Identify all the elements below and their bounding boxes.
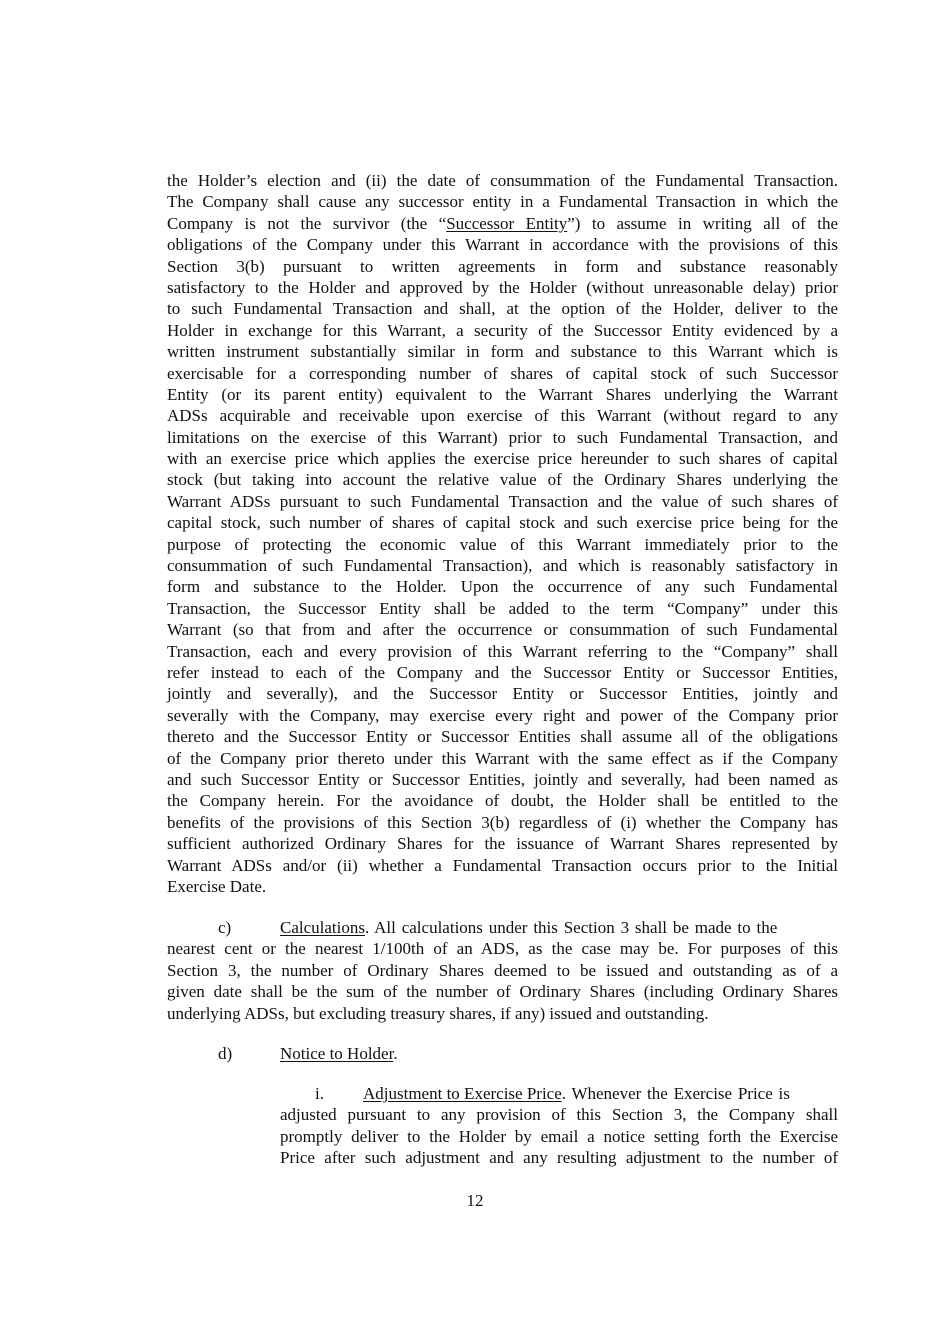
text-line: The Company shall cause any successor entity in a Fundamental Transaction in which the [167, 192, 838, 212]
text-segment: . All calculations under this Section 3 shall be made to the [364, 918, 778, 937]
text-segment: . Whenever the Exercise Price is [561, 1084, 790, 1103]
text-line: adjusted pursuant to any provision of this Section 3, the Company shall [280, 1105, 838, 1125]
text-line: Transaction, the Successor Entity shall be added to the term “Company” under this [167, 598, 838, 618]
text-line [167, 917, 838, 938]
text-line [280, 1083, 838, 1104]
text-line: and such Successor Entity or Successor Entities, jointly and severally, had been named as [167, 769, 838, 789]
text-line [167, 1043, 838, 1064]
text-line: underlying ADSs, but excluding treasury shares, if any) issued and outstanding. [167, 1003, 709, 1023]
paragraph-section-3d-notice [167, 1043, 838, 1064]
text-line: consummation of such Fundamental Transaction), and which is reasonably satisfactory in [167, 556, 838, 576]
paragraph-section-3c-calculations [167, 917, 838, 1024]
section-heading: Adjustment to Exercise Price [363, 1084, 562, 1103]
text-line: Entity (or its parent entity) equivalent to the Warrant Shares underlying the Warrant [167, 384, 838, 404]
text-line: promptly deliver to the Holder by email a notice setting forth the Exercise [280, 1126, 838, 1146]
text-line: form and substance to the Holder. Upon the occurrence of any such Fundamental [167, 577, 838, 597]
text-line: Holder in exchange for this Warrant, a security of the Successor Entity evidenced by a [167, 320, 838, 340]
page-number: 12 [466, 1191, 484, 1210]
text-line: with an exercise price which applies the exercise price hereunder to such shares of capital [167, 449, 838, 469]
text-line: ADSs acquirable and receivable upon exercise of this Warrant (without regard to any [167, 406, 838, 426]
text-line: thereto and the Successor Entity or Successor Entities shall assume all of the obligations [167, 727, 838, 747]
text-line: satisfactory to the Holder and approved by the Holder (without unreasonable delay) prior [167, 277, 838, 297]
text-line: obligations of the Company under this Warrant in accordance with the provisions of this [167, 235, 838, 255]
section-label: i. [315, 1084, 324, 1103]
text-line: purpose of protecting the economic value of this Warrant immediately prior to the [167, 534, 838, 554]
text-segment: . [393, 1044, 398, 1063]
text-segment: Company is not the survivor (the “ [167, 213, 447, 233]
paragraph-section-3d-i-adjustment [280, 1083, 838, 1169]
text-line: refer instead to each of the Company and the Successor Entity or Successor Entities, [167, 662, 838, 682]
text-line: of the Company prior thereto under this Warrant with the same effect as if the Company [167, 748, 838, 768]
section-label: d) [218, 1044, 233, 1063]
section-label: c) [218, 918, 232, 937]
text-line: the Holder’s election and (ii) the date of consummation of the Fundamental Transaction. [167, 171, 838, 190]
text-line: sufficient authorized Ordinary Shares for the issuance of Warrant Shares represented by [167, 834, 838, 854]
text-line: Transaction, each and every provision of this Warrant referring to the “Company” shall [167, 641, 838, 661]
text-line: Warrant ADSs pursuant to such Fundamental Transaction and the value of such shares of [167, 491, 838, 511]
section-heading: Calculations [280, 918, 365, 937]
text-line: Section 3, the number of Ordinary Shares deemed to be issued and outstanding as of a [167, 960, 838, 980]
text-line: exercisable for a corresponding number of shares of capital stock of such Successor [167, 363, 838, 383]
text-line: written instrument substantially similar in form and substance to this Warrant which is [167, 342, 838, 362]
text-line [167, 213, 838, 234]
text-line: Warrant ADSs and/or (ii) whether a Fundamental Transaction occurs prior to the Initial [167, 855, 838, 875]
text-line: given date shall be the sum of the number of Ordinary Shares (including Ordinary Shares [167, 982, 838, 1002]
text-line: stock (but taking into account the relative value of the Ordinary Shares underlying the [167, 470, 838, 490]
text-line: capital stock, such number of shares of capital stock and such exercise price being for the [167, 513, 838, 533]
paragraph-section-3b-continued [167, 170, 838, 897]
text-line: limitations on the exercise of this Warrant) prior to such Fundamental Transaction, and [167, 427, 838, 447]
text-line: to such Fundamental Transaction and shall, at the option of the Holder, deliver to the [167, 299, 838, 319]
text-line: Section 3(b) pursuant to written agreements in form and substance reasonably [167, 256, 838, 276]
defined-term: Successor Entity [446, 213, 568, 233]
text-line: benefits of the provisions of this Section 3(b) regardless of (i) whether the Company has [167, 812, 838, 832]
text-line: nearest cent or the nearest 1/100th of an ADS, as the case may be. For purposes of this [167, 939, 838, 959]
text-line: Price after such adjustment and any resulting adjustment to the number of [280, 1148, 838, 1168]
section-heading: Notice to Holder [280, 1044, 394, 1063]
text-line: severally with the Company, may exercise every right and power of the Company prior [167, 705, 838, 725]
text-line: Exercise Date. [167, 876, 267, 896]
text-line: jointly and severally), and the Successor Entity or Successor Entities, jointly and [167, 684, 838, 704]
text-segment: ”) to assume in writing all of the [567, 213, 839, 233]
text-line: Warrant (so that from and after the occurrence or consummation of such Fundamental [167, 620, 838, 640]
text-line: the Company herein. For the avoidance of doubt, the Holder shall be entitled to the [167, 791, 838, 811]
